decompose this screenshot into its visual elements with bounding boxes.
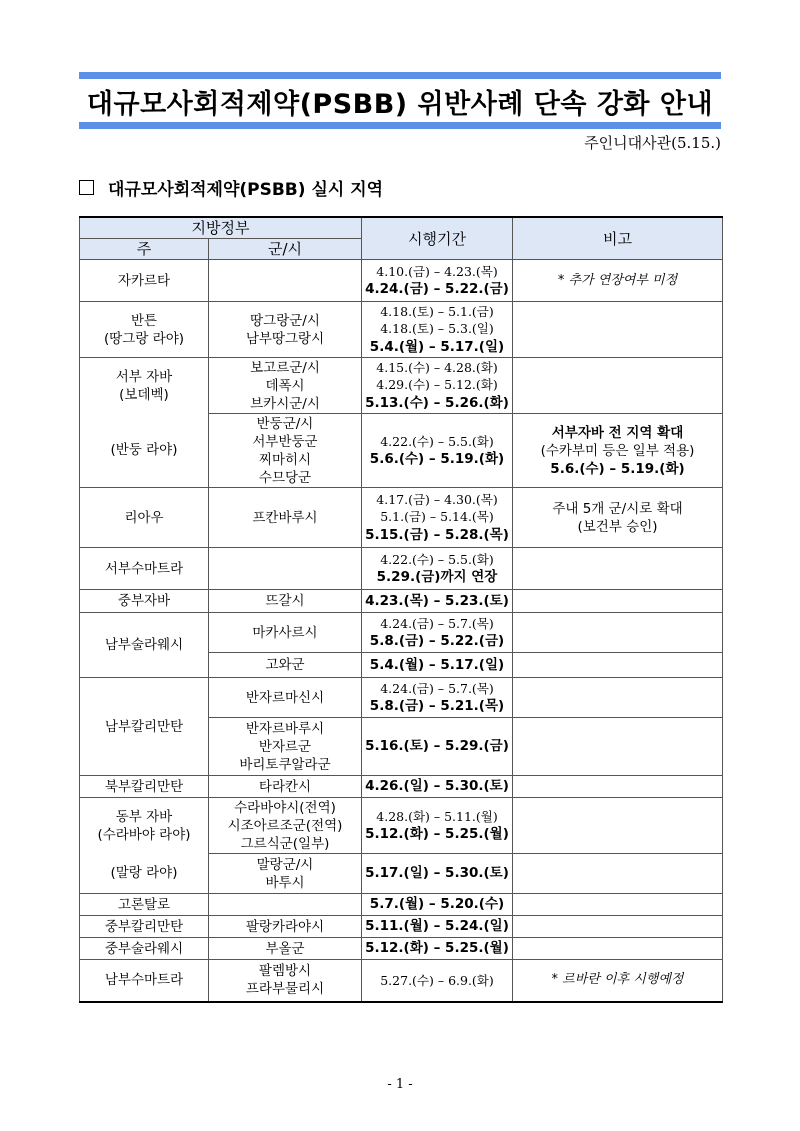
table-row [80, 358, 723, 414]
period-cell [362, 488, 513, 548]
period-cell [362, 302, 513, 358]
city-cell [209, 358, 362, 414]
period-line-current: 5.29.(금)까지 연장 [376, 569, 498, 585]
remarks-line: 서부자바 전 지역 확대 [551, 424, 684, 441]
page-number: - 1 - [387, 1077, 413, 1092]
city-cell [209, 960, 362, 1002]
city-cell [209, 718, 362, 776]
province-cell: 남부수마트라 [80, 960, 209, 1002]
remarks-cell [513, 678, 723, 718]
period-line-current: 5.4.(월) – 5.17.(일) [369, 656, 505, 673]
province-cell: 리아우 [80, 488, 209, 548]
period-line-current: 5.8.(금) – 5.21.(목) [369, 698, 505, 714]
remarks-cell [513, 798, 723, 854]
section-title: 대규모사회적제약(PSBB) 실시 지역 [108, 180, 384, 200]
period-cell [362, 894, 513, 916]
period-line: 4.17.(금) – 4.30.(목) [376, 491, 498, 507]
table-row [80, 894, 723, 916]
remarks-cell [513, 894, 723, 916]
header-row-1 [80, 217, 723, 239]
table-row [80, 260, 723, 302]
remarks-cell [513, 590, 723, 613]
period-line-current: 4.23.(목) – 5.23.(토) [365, 592, 509, 609]
remarks-cell [513, 548, 723, 590]
province-line: 동부 자바 [115, 808, 173, 825]
remarks-cell [513, 613, 723, 653]
city-line: 말랑군/시 [256, 856, 314, 873]
city-cell: 타라칸시 [209, 776, 362, 798]
province-cell: 중부자바 [80, 590, 209, 613]
remarks-line: 주내 5개 군/시로 확대 [552, 501, 683, 517]
period-line: 4.29.(수) – 5.12.(화) [376, 377, 498, 393]
table-row [80, 776, 723, 798]
period-line: 4.18.(토) – 5.1.(금) [380, 303, 494, 319]
period-cell: 5.27.(수) – 6.9.(화) [362, 960, 513, 1002]
period-line: 4.10.(금) – 4.23.(목) [376, 263, 498, 279]
province-line: (보데벡) [119, 386, 169, 403]
remarks-cell [513, 916, 723, 938]
city-line: 반둥군/시 [256, 415, 314, 432]
province-cell: 북부칼리만탄 [80, 776, 209, 798]
period-line-current: 5.16.(토) – 5.29.(금) [365, 738, 509, 755]
period-line: 5.1.(금) – 5.14.(목) [380, 509, 494, 525]
period-cell [362, 260, 513, 302]
period-line-current: 5.12.(화) – 5.25.(월) [365, 826, 509, 842]
city-line: 데폭시 [265, 377, 305, 394]
period-line: 4.22.(수) – 5.5.(화) [380, 433, 494, 449]
period-line-current: 5.17.(일) – 5.30.(토) [365, 865, 509, 882]
page-title: 대규모사회적제약(PSBB) 위반사례 단속 강화 안내 [86, 89, 714, 120]
period-line: 4.24.(금) – 5.7.(목) [380, 615, 494, 631]
city-cell: 뜨갈시 [209, 590, 362, 613]
period-cell [362, 548, 513, 590]
province-cell: (반둥 라야) [80, 414, 209, 488]
remarks-cell [513, 653, 723, 678]
period-cell [362, 678, 513, 718]
table-row [80, 548, 723, 590]
period-cell [362, 414, 513, 488]
province-line: 서부 자바 [115, 368, 173, 385]
province-line: (땅그랑 라야) [103, 330, 185, 347]
remarks-cell [513, 938, 723, 960]
period-cell [362, 653, 513, 678]
period-line: 4.22.(수) – 5.5.(화) [380, 551, 494, 567]
remarks-cell [513, 358, 723, 414]
city-line: 바투시 [265, 874, 305, 891]
period-cell [362, 613, 513, 653]
city-cell: 마카사르시 [209, 613, 362, 653]
city-cell: 프칸바루시 [209, 488, 362, 548]
province-cell: (말랑 라야) [80, 854, 209, 894]
period-cell [362, 854, 513, 894]
period-cell [362, 718, 513, 776]
header-period: 시행기간 [362, 217, 513, 260]
province-cell: 중부술라웨시 [80, 938, 209, 960]
table-row [80, 302, 723, 358]
province-cell: 자카르타 [80, 260, 209, 302]
city-cell: 팔랑카라야시 [209, 916, 362, 938]
remarks-cell [513, 854, 723, 894]
remarks-cell [513, 488, 723, 548]
city-line: 프라부물리시 [245, 981, 325, 998]
city-cell [209, 302, 362, 358]
city-line: 땅그랑군/시 [250, 312, 320, 329]
table-row [80, 938, 723, 960]
remarks-cell [513, 302, 723, 358]
header-city: 군/시 [209, 239, 362, 260]
remarks-line: (보건부 승인) [577, 519, 658, 535]
city-line: 바리토쿠알라군 [239, 756, 331, 773]
remarks-cell [513, 718, 723, 776]
city-line: 보고르군/시 [250, 359, 320, 376]
remarks-cell [513, 776, 723, 798]
city-cell [209, 548, 362, 590]
period-line-current: 5.12.(화) – 5.25.(월) [365, 940, 509, 957]
province-cell [80, 302, 209, 358]
period-line: 4.15.(수) – 4.28.(화) [376, 359, 498, 375]
city-line: 반자르군 [258, 738, 312, 755]
city-line: 그르식군(일부) [240, 835, 330, 852]
city-cell [209, 414, 362, 488]
table-row [80, 590, 723, 613]
header-local-gov: 지방정부 [80, 217, 362, 239]
province-cell: 서부수마트라 [80, 548, 209, 590]
checkbox-square-icon [79, 180, 94, 195]
province-cell: 고론탈로 [80, 894, 209, 916]
table-row [80, 488, 723, 548]
remarks-line: (수카부미 등은 일부 적용) [540, 442, 695, 459]
period-line: 4.24.(금) – 5.7.(목) [380, 680, 494, 696]
city-line: 남부땅그랑시 [245, 330, 325, 347]
header-remarks: 비고 [513, 217, 723, 260]
period-line-current: 5.13.(수) – 5.26.(화) [365, 394, 509, 411]
period-cell [362, 776, 513, 798]
period-line: 4.28.(화) – 5.11.(월) [376, 808, 498, 824]
province-line: 반튼 [130, 312, 158, 329]
province-cell [80, 358, 209, 414]
period-cell [362, 916, 513, 938]
city-line: 시조아르조군(전역) [227, 817, 343, 834]
province-cell [80, 798, 209, 854]
city-line: 반자르바루시 [245, 720, 325, 737]
city-line: 서부반둥군 [252, 433, 318, 450]
period-line-current: 5.4.(월) – 5.17.(일) [369, 338, 505, 355]
section-heading [79, 175, 383, 200]
psbb-region-table [79, 216, 723, 1003]
period-cell [362, 938, 513, 960]
city-line: 브카시군/시 [250, 395, 320, 412]
city-cell [209, 854, 362, 894]
period-line-current: 5.8.(금) – 5.22.(금) [369, 633, 505, 649]
period-line-current: 5.7.(월) – 5.20.(수) [369, 896, 505, 913]
province-line: (수라바야 라야) [97, 826, 191, 843]
period-line-current: 5.6.(수) – 5.19.(화) [369, 451, 505, 467]
period-cell [362, 590, 513, 613]
province-cell: 남부술라웨시 [80, 613, 209, 678]
remarks-cell [513, 414, 723, 488]
bottom-accent-bar [79, 122, 721, 129]
table-row [80, 916, 723, 938]
issuer-date: 주인니대사관(5.15.) [584, 134, 721, 152]
city-cell: 부올군 [209, 938, 362, 960]
period-line: 4.18.(토) – 5.3.(일) [380, 321, 494, 337]
period-line-current: 5.15.(금) – 5.28.(목) [365, 526, 509, 543]
city-cell: 반자르마신시 [209, 678, 362, 718]
remarks-cell: * 추가 연장여부 미정 [513, 260, 723, 302]
city-cell [209, 798, 362, 854]
period-cell [362, 798, 513, 854]
period-line-current: 4.26.(일) – 5.30.(토) [365, 778, 509, 795]
period-line-current: 5.11.(월) – 5.24.(일) [365, 918, 509, 935]
remarks-cell: * 르바란 이후 시행예정 [513, 960, 723, 1002]
table-row [80, 960, 723, 1002]
remarks-line: 5.6.(수) – 5.19.(화) [550, 460, 685, 477]
province-cell: 남부칼리만탄 [80, 678, 209, 776]
table-row [80, 678, 723, 718]
table-row [80, 613, 723, 653]
table-row [80, 854, 723, 894]
period-cell [362, 358, 513, 414]
city-cell: 고와군 [209, 653, 362, 678]
table-row [80, 414, 723, 488]
city-line: 찌마히시 [258, 451, 312, 468]
city-cell [209, 894, 362, 916]
city-line: 수라바야시(전역) [234, 799, 336, 816]
city-cell [209, 260, 362, 302]
table-row [80, 798, 723, 854]
city-line: 팔렘방시 [258, 963, 312, 980]
header-province: 주 [80, 239, 209, 260]
top-accent-bar [79, 72, 721, 79]
city-line: 수므당군 [258, 469, 312, 486]
period-line-current: 4.24.(금) – 5.22.(금) [365, 281, 509, 297]
province-cell: 중부칼리만탄 [80, 916, 209, 938]
